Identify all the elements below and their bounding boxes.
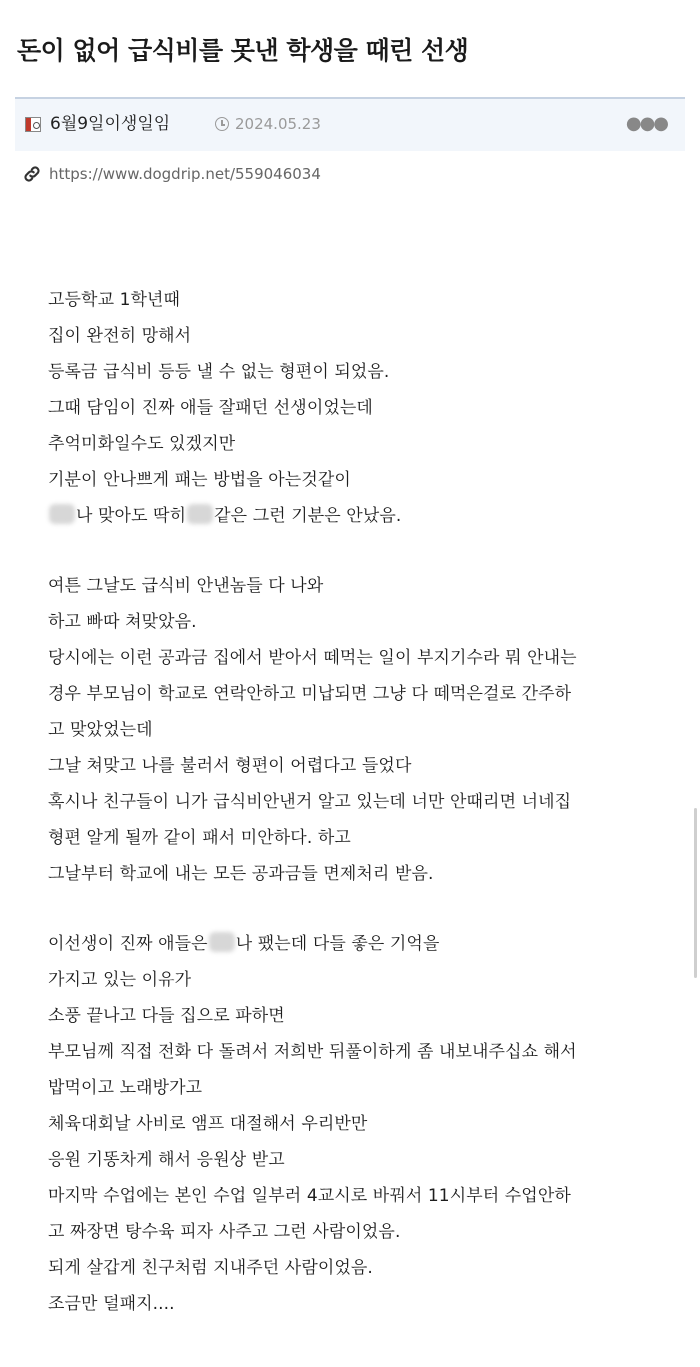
text-line: 응원 기똥차게 해서 응원상 받고 (48, 1150, 285, 1170)
text-line: 체육대회날 사비로 앰프 대절해서 우리반만 (48, 1114, 368, 1134)
text-fragment: 나 맞아도 딱히 (76, 506, 187, 526)
text-line: 가지고 있는 이유가 (48, 970, 192, 990)
text-line: 고등학교 1학년때 (48, 290, 181, 310)
text-line: 여튼 그날도 급식비 안낸놈들 다 나와 (48, 576, 324, 596)
clock-icon (215, 117, 229, 131)
text-line: 혹시나 친구들이 니가 급식비안낸거 알고 있는데 너만 안때리면 너네집 (48, 792, 572, 812)
text-fragment: 이선생이 진짜 애들은 (48, 934, 208, 954)
more-options-icon[interactable]: ●●● (625, 113, 667, 134)
text-line: 밥먹이고 노래방가고 (48, 1078, 203, 1098)
text-line: 추억미화일수도 있겠지만 (48, 434, 236, 454)
text-fragment: 나 팼는데 다들 좋은 기억을 (235, 934, 440, 954)
link-icon (22, 164, 42, 184)
text-line: 부모님께 직접 전화 다 돌려서 저희반 뒤풀이하게 좀 내보내주십쇼 해서 (48, 1042, 577, 1062)
paragraph-2 (48, 568, 688, 892)
text-line: 조금만 덜패지.... (48, 1294, 175, 1314)
text-line: 고 짜장면 탕수육 피자 사주고 그런 사람이었음. (48, 1222, 401, 1242)
post-meta-bar (15, 97, 685, 151)
post-content (48, 282, 688, 1356)
text-line: 그날 쳐맞고 나를 불러서 형편이 어렵다고 들었다 (48, 756, 412, 776)
censored-text (209, 932, 235, 952)
text-line (48, 926, 688, 962)
text-line: 기분이 안나쁘게 패는 방법을 아는것같이 (48, 470, 351, 490)
censored-text (49, 504, 75, 524)
text-line: 하고 빠따 쳐맞았음. (48, 612, 197, 632)
text-fragment: 같은 그런 기분은 안났음. (214, 506, 402, 526)
text-line: 등록금 급식비 등등 낼 수 없는 형편이 되었음. (48, 362, 390, 382)
author-name[interactable]: 6월9일이생일임 (50, 114, 171, 134)
text-line: 경우 부모님이 학교로 연락안하고 미납되면 그냥 다 떼먹은걸로 간주하 (48, 684, 572, 704)
text-line: 소풍 끝나고 다들 집으로 파하면 (48, 1006, 285, 1026)
post-url[interactable]: https://www.dogdrip.net/559046034 (49, 165, 321, 183)
text-line: 그때 담임이 진짜 애들 잘패던 선생이었는데 (48, 398, 373, 418)
text-line: 그날부터 학교에 내는 모든 공과금들 면제처리 받음. (48, 864, 434, 884)
paragraph-3 (48, 926, 688, 1322)
text-line: 집이 완전히 망해서 (48, 326, 192, 346)
text-line: 되게 살갑게 친구처럼 지내주던 사람이었음. (48, 1258, 373, 1278)
text-line: 마지막 수업에는 본인 수업 일부러 4교시로 바꿔서 11시부터 수업안하 (48, 1186, 571, 1206)
paragraph-1 (48, 282, 688, 534)
post-title: 돈이 없어 급식비를 못낸 학생을 때린 선생 (17, 36, 469, 65)
post-date: 2024.05.23 (235, 115, 321, 133)
censored-text (187, 504, 213, 524)
author-level-icon (25, 117, 41, 132)
text-line: 형편 알게 될까 같이 패서 미안하다. 하고 (48, 828, 351, 848)
text-line: 고 맞았었는데 (48, 720, 153, 740)
text-line (48, 498, 688, 534)
scrollbar[interactable] (694, 808, 697, 978)
text-line: 당시에는 이런 공과금 집에서 받아서 떼먹는 일이 부지기수라 뭐 안내는 (48, 648, 577, 668)
